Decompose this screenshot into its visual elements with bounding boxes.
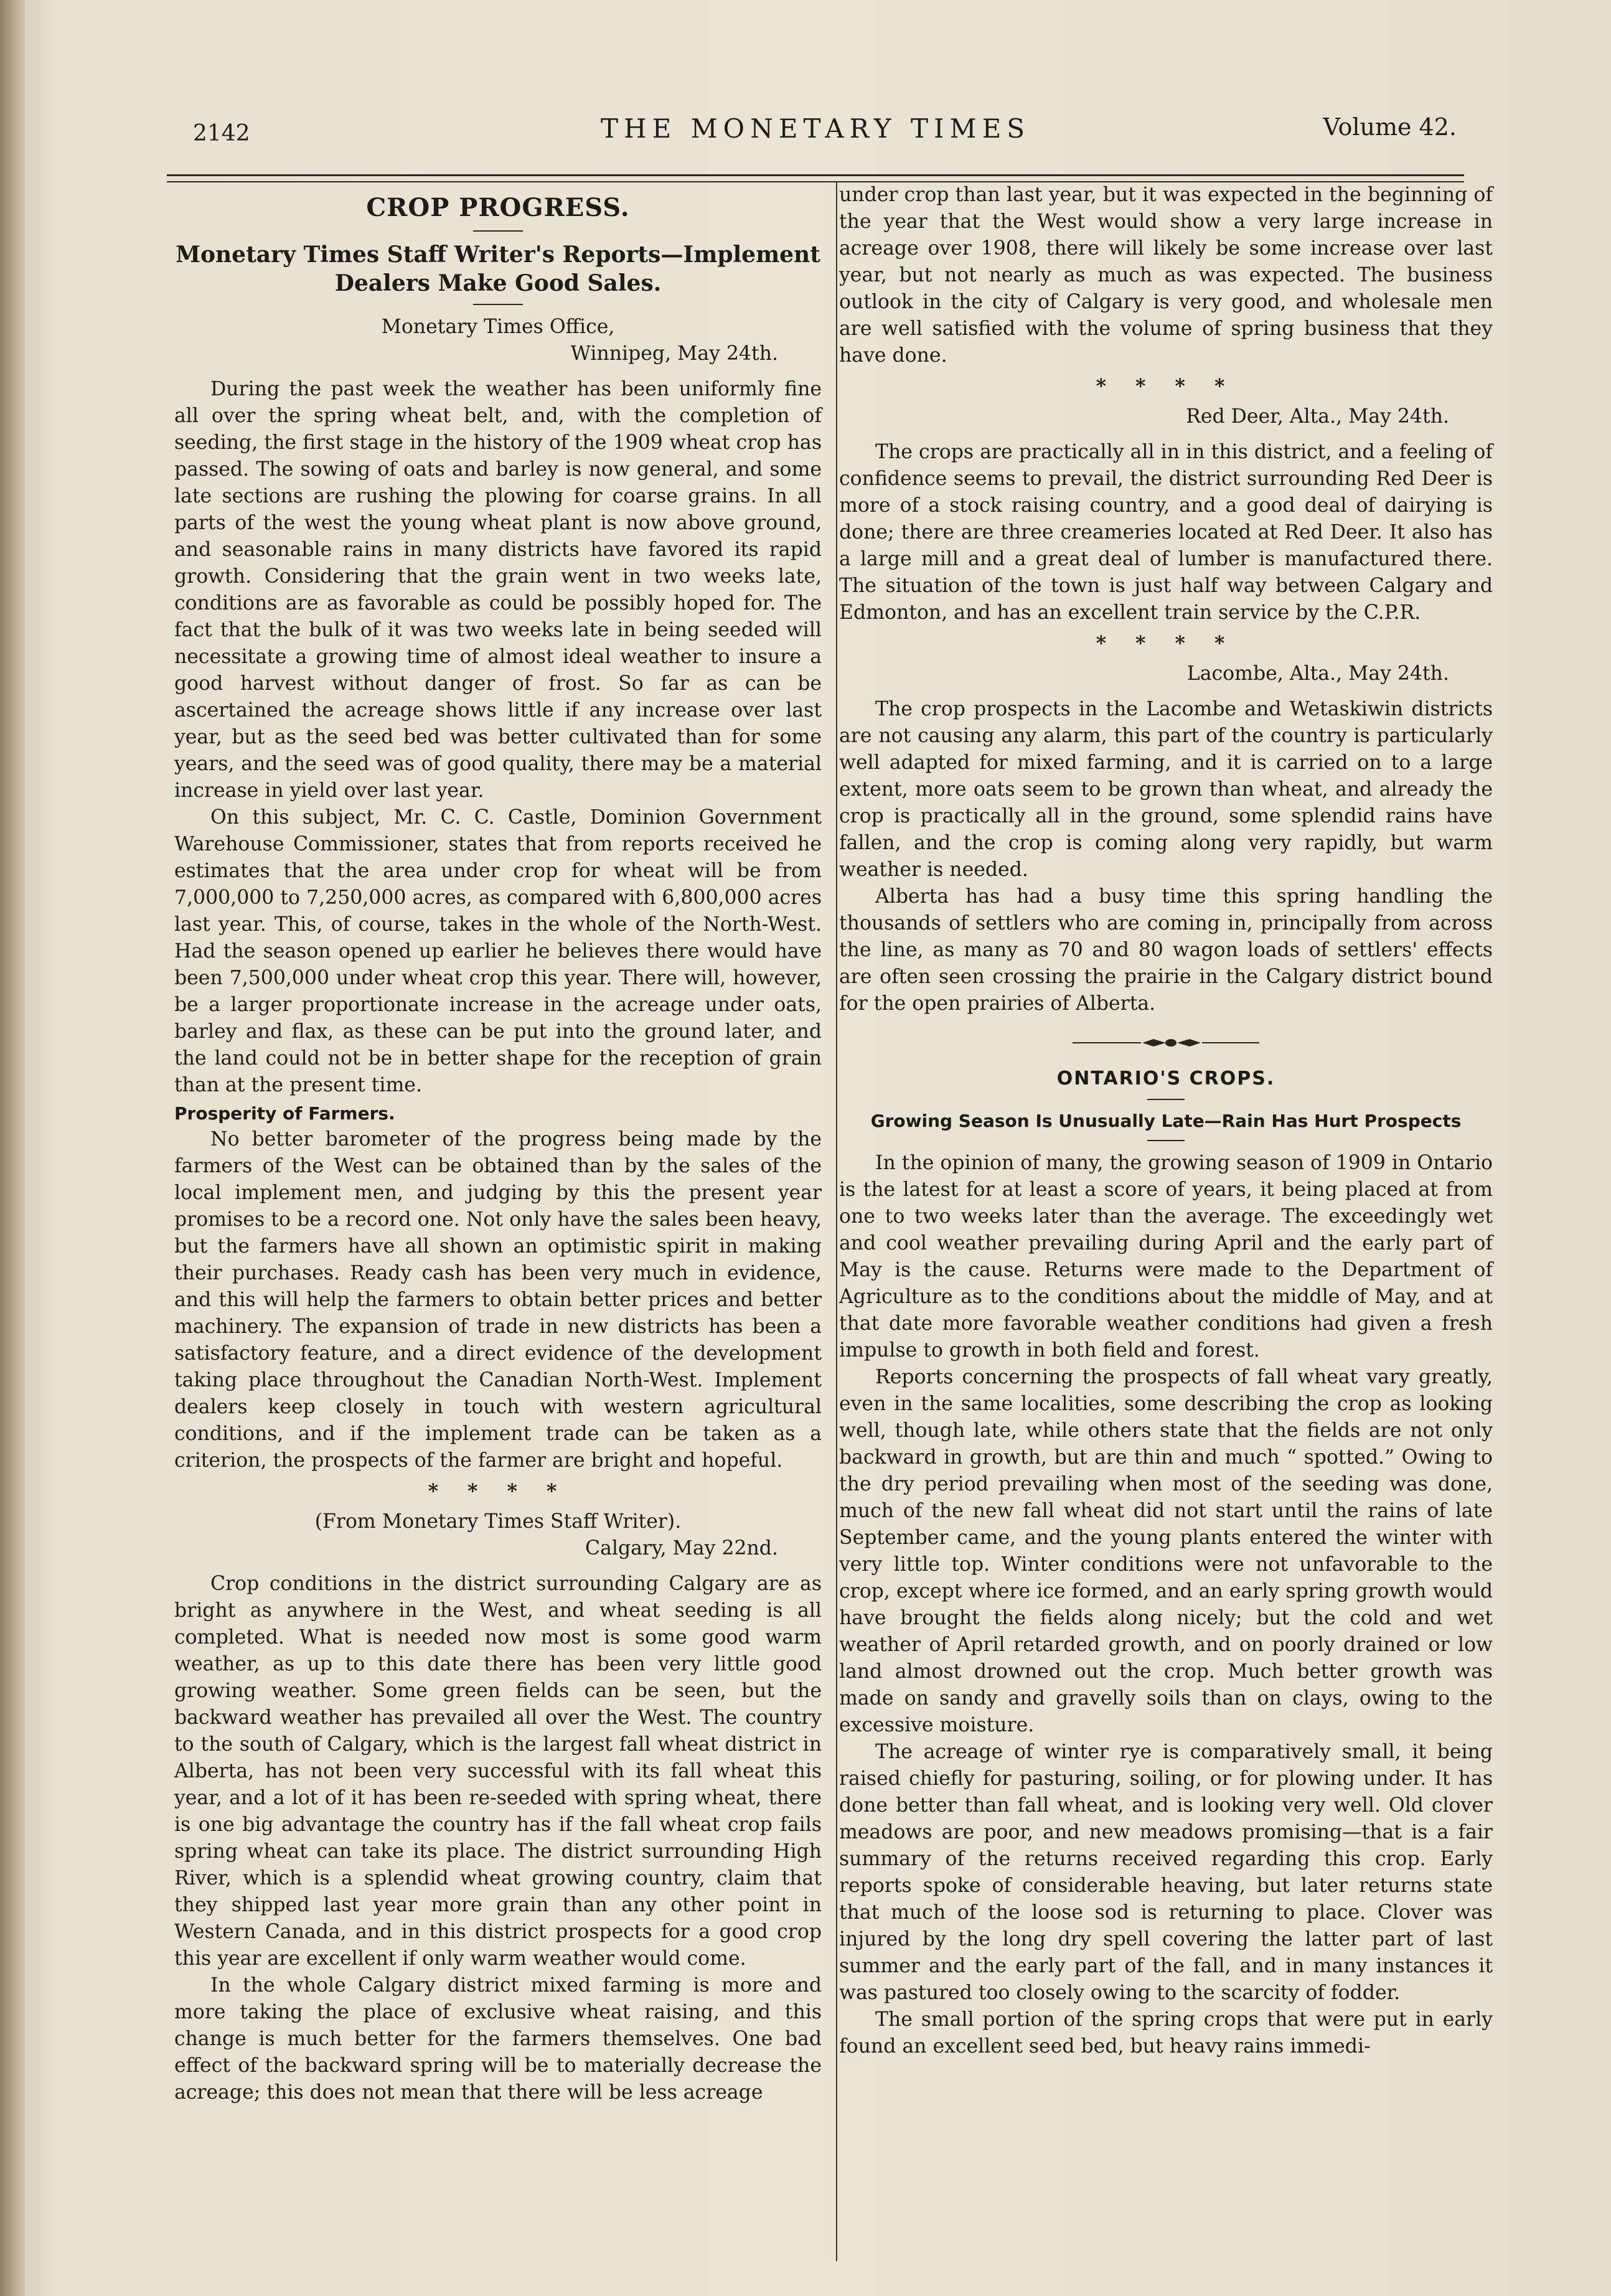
section-separator-stars: * * * * [1096, 632, 1236, 655]
paragraph: The acreage of winter rye is comparatively small, it being raised chiefly for pasturing, soiling, or for plowing under. It has done better than fall wheat, and is looking very well. Old clover meadows are poor, and new meadows promising—that is a fair summary of the returns received regarding this crop. Early reports spoke of considerable heaving, but later returns state that much of the loose sod is returning to place. Clover was injured by the long dry spell covering the latter part of last summer and the early part of the fall, and in many instances it was pastured too closely owing to the scarcity of fodder. [839, 1741, 1493, 2004]
paragraph: In the whole Calgary district mixed farming is more and more taking the place of exclusive wheat raising, and this change is much better for the farmers themselves. One bad effect of the backward spring will be to materially decrease the acreage; this does not mean that there will be less acreage [174, 1974, 822, 2104]
paragraph: Crop conditions in the district surrounding Calgary are as bright as anywhere in the West, and wheat seeding is all completed. What is needed now most is some good warm weather, as up to this date there has been very little good growing weather. Some green fields can be seen, but the backward weather has prevailed all over the West. The country to the south of Calgary, which is the largest fall wheat district in Alberta, has not been very successful with its fall wheat this year, and a lot of it has been re-seeded with spring wheat, there is one big advantage the country has if the fall wheat crop fails spring wheat can take its place. The district surrounding High River, which is a splendid wheat growing country, claim that they shipped last year more grain than any other point in Western Canada, and in this district prospects for a good crop this year are excellent if only warm weather would come. [174, 1573, 822, 1970]
column-divider [836, 182, 837, 2261]
paragraph: The crop prospects in the Lacombe and Wetaskiwin districts are not causing any alarm, this part of the country is particularly well adapted for mixed farming, and it is carried on to a large extent, more oats seem to be grown than wheat, and already the crop is practically all in the ground, some splendid rains have fallen, and the crop is coming along very rapidly, but warm weather is needed. [839, 698, 1493, 881]
article-subtitle: Monetary Times Staff Writer's Reports—Implement Dealers Make Good Sales. [176, 242, 820, 296]
byline: (From Monetary Times Staff Writer). [314, 1510, 682, 1533]
volume-label: Volume 42. [1323, 113, 1457, 141]
paragraph: In the opinion of many, the growing season of 1909 in Ontario is the latest for at least a score of years, it being placed at from one to two weeks later than the average. The exceedingly wet and cool weather prevailing during April and the early part of May is the cause. Returns were made to the Department of Agriculture as to the conditions about the middle of May, and at that date more favorable weather conditions had given a fresh impulse to growth in both field and forest. [839, 1152, 1493, 1362]
section-subtitle: Growing Season Is Unusually Late—Rain Has Hurt Prospects [870, 1111, 1462, 1131]
right-column [839, 182, 1493, 2060]
paragraph: No better barometer of the progress being made by the farmers of the West can be obtained than by the sales of the local implement men, and judging by this the present year promises to be a record one. Not only have the sales been heavy, but the farmers have all shown an optimistic spirit in making their purchases. Ready cash has been very much in evidence, and this will help the farmers to obtain better prices and better machinery. The expansion of trade in new districts has been a satisfactory feature, and a direct evidence of the development taking place throughout the Canadian North-West. Implement dealers keep closely in touch with western agricultural conditions, and if the implement trade can be taken as a criterion, the prospects of the farmer are bright and hopeful. [174, 1128, 822, 1472]
subtitle-rule [473, 304, 523, 305]
paragraph: under crop than last year, but it was expected in the beginning of the year that the West would show a very large increase in acreage over 1908, there will likely be some increase over last year, but not nearly as much as was expected. The business outlook in the city of Calgary is very good, and wholesale men are well satisfied with the volume of spring business that they have done. [839, 184, 1493, 367]
paragraph: During the past week the weather has been uniformly fine all over the spring wheat belt, and, with the completion of seeding, the first stage in the history of the 1909 wheat crop has passed. The sowing of oats and barley is now general, and some late sections are rushing the plowing for coarse grains. In all parts of the west the young wheat plant is now above ground, and seasonable rains in many districts have favored its rapid growth. Considering that the grain went in two weeks late, conditions are as favorable as could be possibly hoped for. The fact that the bulk of it was two weeks late in being seeded will necessitate a growing time of almost ideal weather to insure a good harvest without danger of frost. So far as can be ascertained the acreage shows little if any increase over last year, but as the seed bed was better cultivated than for some years, and the seed was of good quality, there may be a material increase in yield over last year. [174, 378, 822, 802]
office-line: Monetary Times Office, [381, 316, 615, 338]
left-column [174, 182, 822, 2106]
section-title-rule [1147, 1099, 1185, 1100]
paragraph: On this subject, Mr. C. C. Castle, Dominion Government Warehouse Commissioner, states that from reports received he estimates that the area under crop for wheat will be from 7,000,000 to 7,250,000 acres, as compared with 6,800,000 acres last year. This, of course, takes in the whole of the North-West. Had the season opened up earlier he believes there would have been 7,500,000 under wheat crop this year. There will, however, be a larger proportionate increase in the acreage under oats, barley and flax, as these can be put into the ground later, and the land could not be in better shape for the reception of grain than at the present time. [174, 806, 822, 1096]
dateline-winnipeg: Winnipeg, May 24th. [570, 342, 778, 365]
article-title: CROP PROGRESS. [366, 193, 630, 222]
section-subhead: Prosperity of Farmers. [174, 1103, 395, 1124]
page-header [168, 110, 1463, 149]
section-separator-stars: * * * * [1096, 375, 1236, 398]
ornament-divider-icon [1073, 1037, 1259, 1049]
running-title: THE MONETARY TIMES [601, 113, 1030, 144]
dateline-red-deer: Red Deer, Alta., May 24th. [1186, 405, 1449, 428]
page-number: 2142 [193, 121, 250, 146]
dateline-calgary: Calgary, May 22nd. [585, 1537, 778, 1560]
paragraph: Reports concerning the prospects of fall wheat vary greatly, even in the same localities, some describing the crop as looking well, though late, while others state that the fields are not only backward in growth, but are thin and much “ spotted.” Owing to the dry period prevailing when most of the seeding was done, much of the new fall wheat did not start until the rains of late September came, and the young plants entered the winter with very little top. Winter conditions were not unfavorable to the crop, except where ice formed, and an early spring growth would have brought the fields along nicely; but the cold and wet weather of April retarded growth, and on poorly drained or low land almost drowned out the crop. Much better growth was made on sandy and gravelly soils than on clays, owing to the excessive moisture. [839, 1366, 1493, 1736]
section-title: ONTARIO'S CROPS. [1056, 1068, 1275, 1089]
dateline-lacombe: Lacombe, Alta., May 24th. [1186, 662, 1449, 685]
title-rule [473, 230, 523, 232]
book-binding-edge [0, 0, 25, 2296]
paragraph: Alberta has had a busy time this spring handling the thousands of settlers who are coming in, principally from across the line, as many as 70 and 80 wagon loads of settlers' effects are often seen crossing the prairie in the Calgary district bound for the open prairies of Alberta. [839, 885, 1493, 1015]
section-separator-stars: * * * * [428, 1480, 568, 1503]
paragraph: The small portion of the spring crops that were put in early found an excellent seed bed, but heavy rains immedi- [839, 2008, 1493, 2058]
section-subtitle-rule [1147, 1140, 1185, 1141]
ornament-divider [839, 1028, 1493, 1055]
paragraph: The crops are practically all in in this district, and a feeling of confidence seems to prevail, the district surrounding Red Deer is more of a stock raising country, and a good deal of dairying is done; there are three creameries located at Red Deer. It also has a large mill and a great deal of lumber is manufactured there. The situation of the town is just half way between Calgary and Edmonton, and has an excellent train service by the C.P.R. [839, 441, 1493, 624]
